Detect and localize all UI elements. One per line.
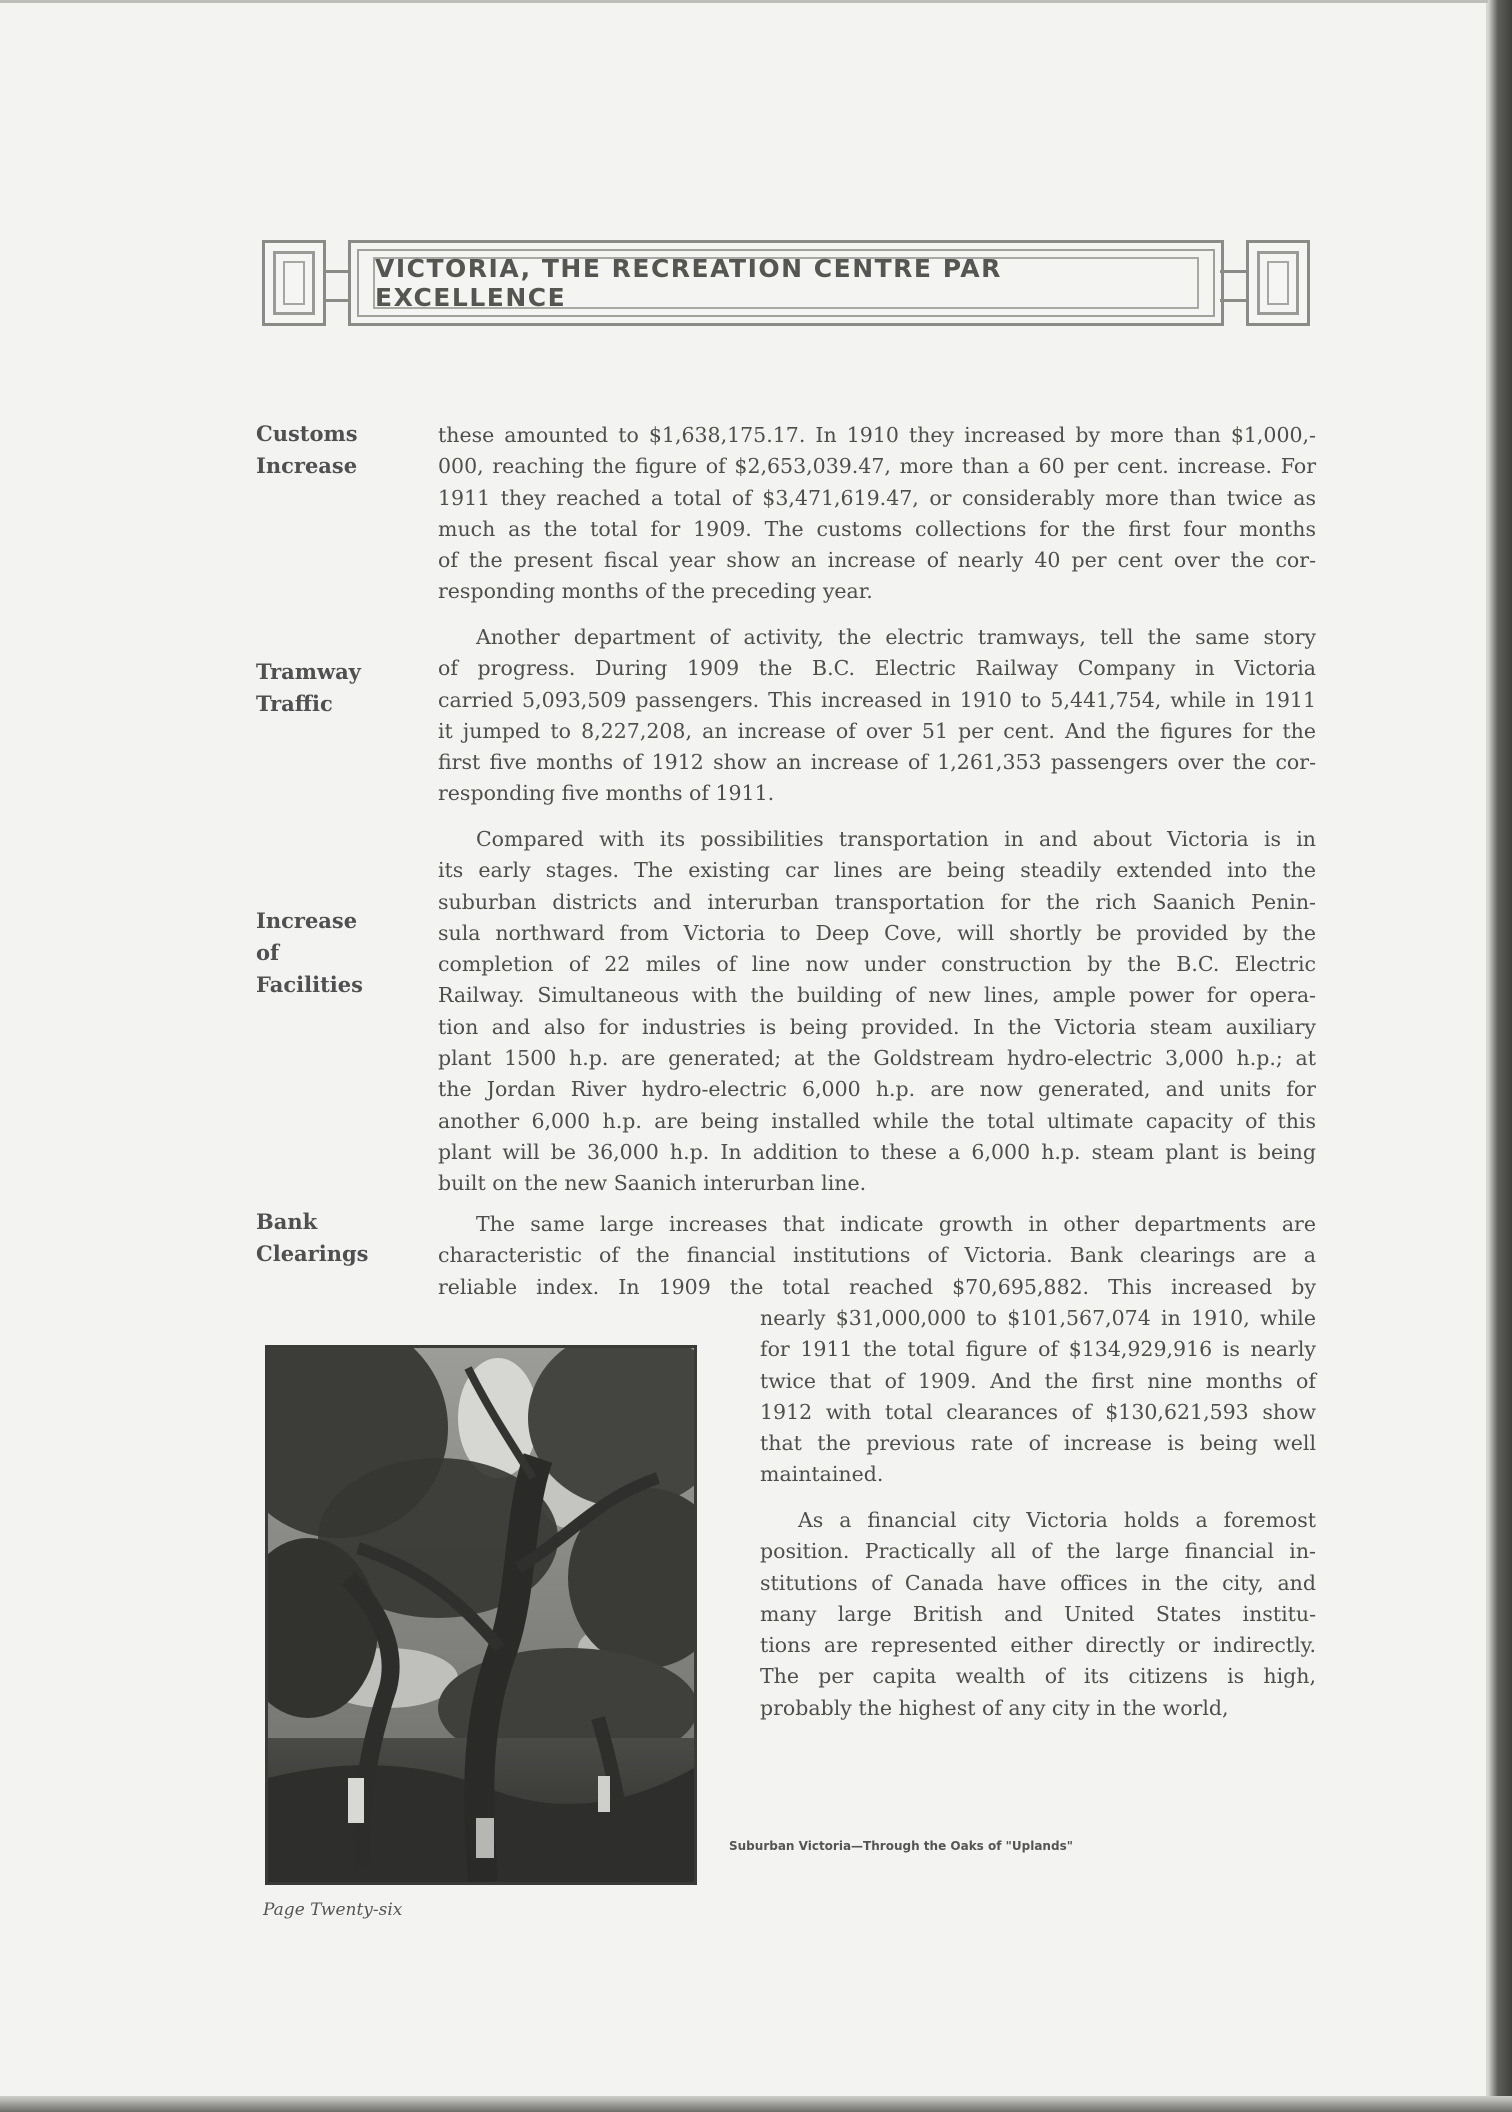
sidehead-line: Bank [256,1209,318,1234]
page-bottom-edge [0,2096,1512,2112]
text-line: 1911 they reached a total of $3,471,619.47, or considerably more than twice as [438,485,1316,510]
sidehead-line: Increase [256,453,358,478]
header-banner [262,240,1310,326]
text-line: another 6,000 h.p. are being installed while the total ultimate capacity of this [438,1108,1316,1133]
text-line: stitutions of Canada have offices in the city, and [760,1570,1316,1595]
text-line: characteristic of the financial institutions of Victoria. Bank clearings are a [438,1243,1316,1268]
text-line: responding five months of 1911. [438,781,775,806]
text-line: of the present fiscal year show an increase of nearly 40 per cent over the cor- [438,548,1316,573]
text-line: much as the total for 1909. The customs collections for the first four months [438,516,1316,541]
text-line: plant 1500 h.p. are generated; at the Goldstream hydro-electric 3,000 h.p.; at [438,1046,1316,1071]
paragraph-facilities [438,824,1316,1200]
oak-trees-photo [265,1345,697,1885]
text-line: carried 5,093,509 passengers. This increased in 1910 to 5,441,754, while in 1911 [438,687,1316,712]
banner-right-ornament [1246,240,1310,326]
text-line: position. Practically all of the large financial in- [760,1539,1316,1564]
banner-right-connector [1220,270,1246,302]
page-right-edge [1488,0,1512,2112]
text-line: Railway. Simultaneous with the building of new lines, ample power for opera- [438,983,1316,1008]
page-number: Page Twenty-six [263,1900,403,1920]
text-line: 000, reaching the figure of $2,653,039.47, more than a 60 per cent. increase. For [438,454,1316,479]
banner-inner-frame [373,254,1199,312]
text-line: maintained. [760,1462,884,1487]
sidehead-line: of [256,940,280,965]
page-top-edge [0,0,1488,3]
banner-left-ornament [262,240,326,326]
sidehead-tramway [256,656,361,720]
text-line: of progress. During 1909 the B.C. Electric Railway Company in Victoria [438,656,1316,681]
sidehead-line: Facilities [256,972,363,997]
text-line: responding months of the preceding year. [438,579,873,604]
text-line: Compared with its possibilities transportation in and about Victoria is in [476,827,1316,851]
text-line: nearly $31,000,000 to $101,567,074 in 1910, while [760,1306,1316,1330]
photo-caption: Suburban Victoria—Through the Oaks of "Uplands" [729,1839,1073,1853]
paragraph-financial [760,1505,1316,1724]
text-line: sula northward from Victoria to Deep Cove, will shortly be provided by the [438,920,1316,945]
text-line: suburban districts and interurban transportation for the rich Saanich Penin- [438,889,1316,914]
sidehead-line: Clearings [256,1241,369,1266]
text-line: it jumped to 8,227,208, an increase of over 51 per cent. And the figures for the [438,718,1316,743]
sidehead-bank [256,1206,368,1270]
text-line: reliable index. In 1909 the total reached $70,695,882. This increased by [438,1274,1316,1299]
text-line: these amounted to $1,638,175.17. In 1910 they increased by more than $1,000,- [438,423,1316,447]
text-line: The same large increases that indicate growth in other departments are [476,1212,1316,1236]
text-line: twice that of 1909. And the first nine months of [760,1368,1316,1393]
text-line: Another department of activity, the electric tramways, tell the same story [476,625,1316,649]
paragraph-bank [438,1209,1316,1303]
paragraph-customs [438,420,1316,608]
text-line: for 1911 the total figure of $134,929,916 is nearly [760,1337,1316,1362]
sidehead-customs [256,418,358,482]
text-line: built on the new Saanich interurban line. [438,1171,867,1196]
sidehead-facilities [256,905,363,1001]
sidehead-line: Increase [256,908,358,933]
sidehead-line: Customs [256,421,358,446]
paragraph-bank-continued [760,1303,1316,1491]
banner-frame [348,240,1224,326]
text-line: tions are represented either directly or indirectly. [760,1633,1316,1658]
text-line: many large British and United States institu- [760,1601,1316,1626]
text-line: first five months of 1912 show an increase of 1,261,353 passengers over the cor- [438,750,1316,775]
text-line: probably the highest of any city in the world, [760,1695,1229,1720]
sidehead-line: Traffic [256,691,333,716]
sidehead-line: Tramway [256,659,361,684]
text-line: completion of 22 miles of line now under construction by the B.C. Electric [438,952,1316,977]
text-line: plant will be 36,000 h.p. In addition to these a 6,000 h.p. steam plant is being [438,1139,1316,1164]
text-line: As a financial city Victoria holds a foremost [798,1508,1316,1532]
text-line: that the previous rate of increase is being well [760,1431,1316,1456]
text-line: tion and also for industries is being provided. In the Victoria steam auxiliary [438,1014,1316,1039]
text-line: the Jordan River hydro-electric 6,000 h.p. are now generated, and units for [438,1077,1316,1102]
text-line: The per capita wealth of its citizens is high, [760,1664,1316,1689]
text-line: 1912 with total clearances of $130,621,593 show [760,1399,1316,1424]
page-title: VICTORIA, THE RECREATION CENTRE PAR EXCELLENCE [375,254,1002,312]
text-line: its early stages. The existing car lines are being steadily extended into the [438,858,1316,883]
paragraph-tramway [438,622,1316,810]
